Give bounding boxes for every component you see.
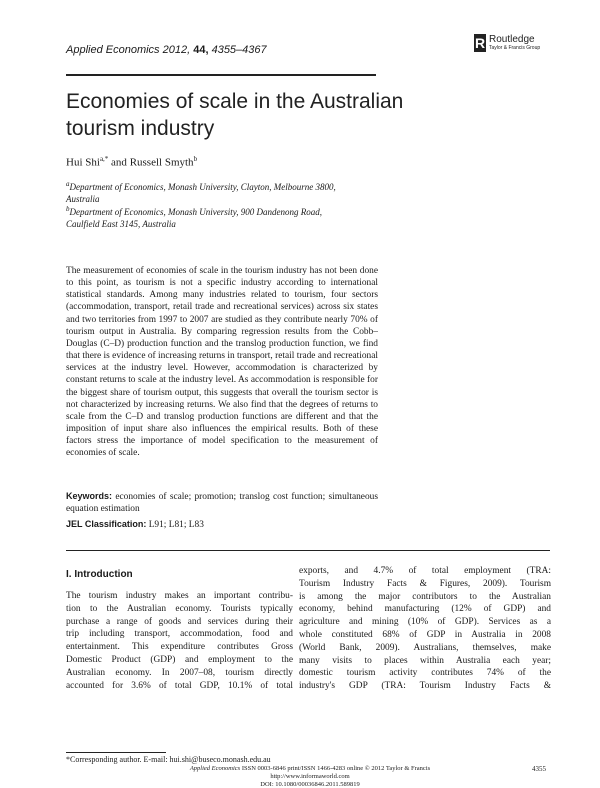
- publisher-subtitle: Taylor & Francis Group: [489, 45, 541, 51]
- affiliation: [66, 178, 386, 205]
- footer-issn-line: [150, 765, 470, 773]
- abstract: The measurement of economies of scale in the tourism industry has not been done to this point, as tourism is not a specific industry according to international statistical standards. Among many industries related to tourism, four sectors (accommodation, transport, retail trade and recreational services) across six states and two territories from 1997 to 2007 are studied as they contribute nearly 70% of tourism output in Australia. By comparing regression results from the Cobb–Douglas (C–D) production function and the translog production function, we find that there is evidence of increasing returns in transport, retail trade and recreational services at the industry level. However, accommodation is characterized by constant returns to scale at the industry level. As accommodation is responsible for the biggest share of tourism output, this suggests that overall the tourism sector is not characterized by increasing returns. We also find that the degrees of returns to scale from the C–D and translog production functions are different and that the imposition of input share also influences the empirical results. Both of these factors stress the importance of model specification to the measurement of economies of scale.: [66, 266, 378, 459]
- corresponding-author-footnote: *Corresponding author. E-mail: hui.shi@buseco.monash.edu.au: [66, 755, 271, 764]
- author-name: Russell Smyth: [129, 156, 194, 169]
- body-line: Tourism Industry Facts & Figures, 2009). Tourism: [299, 578, 551, 589]
- body-line: is among the major contributors to the Australian: [299, 591, 551, 602]
- title-line-2: tourism industry: [66, 117, 215, 140]
- affiliation-line: [66, 203, 386, 218]
- body-line: purchase a range of goods and services during their: [66, 616, 293, 627]
- body-line: The tourism industry makes an important contribu-: [66, 591, 293, 601]
- article-title: [66, 88, 406, 142]
- publisher-logo: [474, 34, 554, 56]
- keywords-label: Keywords:: [66, 491, 113, 501]
- footer-issn: ISSN 0003-6846 print/ISSN 1466-4283 online © 2012 Taylor & Francis: [241, 765, 431, 772]
- author-list: [66, 155, 197, 169]
- page-number: 4355: [532, 765, 546, 773]
- title-line-1: Economies of scale in the Australian: [66, 90, 404, 113]
- body-line: entertainment. This expenditure contributes Gross: [66, 642, 293, 653]
- section-divider: [66, 550, 550, 551]
- title-divider: [66, 74, 376, 76]
- affiliation-superscript: b: [66, 205, 70, 213]
- footer-doi: DOI: 10.1080/00036846.2011.589819: [260, 780, 360, 788]
- body-line: (World Bank, 2009). Australians, themselves, make: [299, 642, 551, 653]
- keywords-text: economies of scale; promotion; translog cost function; simultaneous equation estimation: [66, 492, 378, 514]
- body-line: economy, behind manufacturing (12% of GDP) and: [299, 604, 551, 615]
- body-line: whole constituted 68% of GDP in Australia in 2008: [299, 629, 551, 640]
- body-line: industry's GDP (TRA: Tourism Industry Facts &: [299, 681, 551, 692]
- body-column-right: [299, 565, 551, 693]
- body-line: trip including transport, accommodation, food and: [66, 629, 293, 640]
- body-line: many visits to places within Australia each year;: [299, 655, 551, 666]
- affiliation-line: [66, 178, 386, 193]
- author-superscript: a,*: [99, 155, 109, 163]
- page-footer: [150, 765, 470, 788]
- routledge-logo-icon: R: [474, 35, 486, 51]
- affiliation-text: Department of Economics, Monash University, Clayton, Melbourne 3800,: [69, 182, 336, 192]
- affiliation: [66, 203, 386, 230]
- jel-classification: [66, 519, 204, 530]
- affiliation-line: Caulfield East 3145, Australia: [66, 219, 176, 229]
- affiliation-line: Australia: [66, 194, 100, 204]
- body-line: domestic tourism activity contributes 74% of the: [299, 668, 551, 679]
- author-conjunction: and: [111, 156, 127, 169]
- keywords: [66, 490, 378, 515]
- body-line: Australian economy. In 2007–08, tourism directly: [66, 667, 293, 678]
- body-line: exports, and 4.7% of total employment (TRA:: [299, 566, 551, 576]
- body-line: tion to the Australian economy. Tourists typically: [66, 603, 293, 614]
- journal-year: 2012,: [162, 44, 191, 56]
- affiliation-text: Department of Economics, Monash University, 900 Dandenong Road,: [69, 207, 322, 217]
- journal-pages: 4355–4367: [211, 44, 267, 56]
- body-column-left: [66, 590, 293, 692]
- footer-journal: Applied Economics: [189, 765, 241, 772]
- journal-name: Applied Economics: [66, 44, 160, 56]
- body-line: agriculture and mining (10% of GDP). Services as a: [299, 617, 551, 628]
- footer-url[interactable]: http://www.informaworld.com: [270, 772, 350, 780]
- jel-label: JEL Classification:: [66, 519, 147, 529]
- body-line: accounted for 3.6% of total GDP, 10.1% of total: [66, 680, 293, 691]
- journal-volume: 44,: [193, 44, 209, 56]
- section-heading: I. Introduction: [66, 569, 133, 580]
- journal-citation: [66, 44, 267, 56]
- author-superscript: b: [193, 155, 198, 163]
- jel-codes: L91; L81; L83: [148, 520, 204, 530]
- footnote-divider: [66, 752, 166, 753]
- author-name: Hui Shi: [66, 156, 100, 169]
- body-line: Domestic Product (GDP) and employment to the: [66, 654, 293, 665]
- publisher-name: Routledge: [489, 34, 535, 45]
- affiliation-superscript: a: [66, 180, 70, 188]
